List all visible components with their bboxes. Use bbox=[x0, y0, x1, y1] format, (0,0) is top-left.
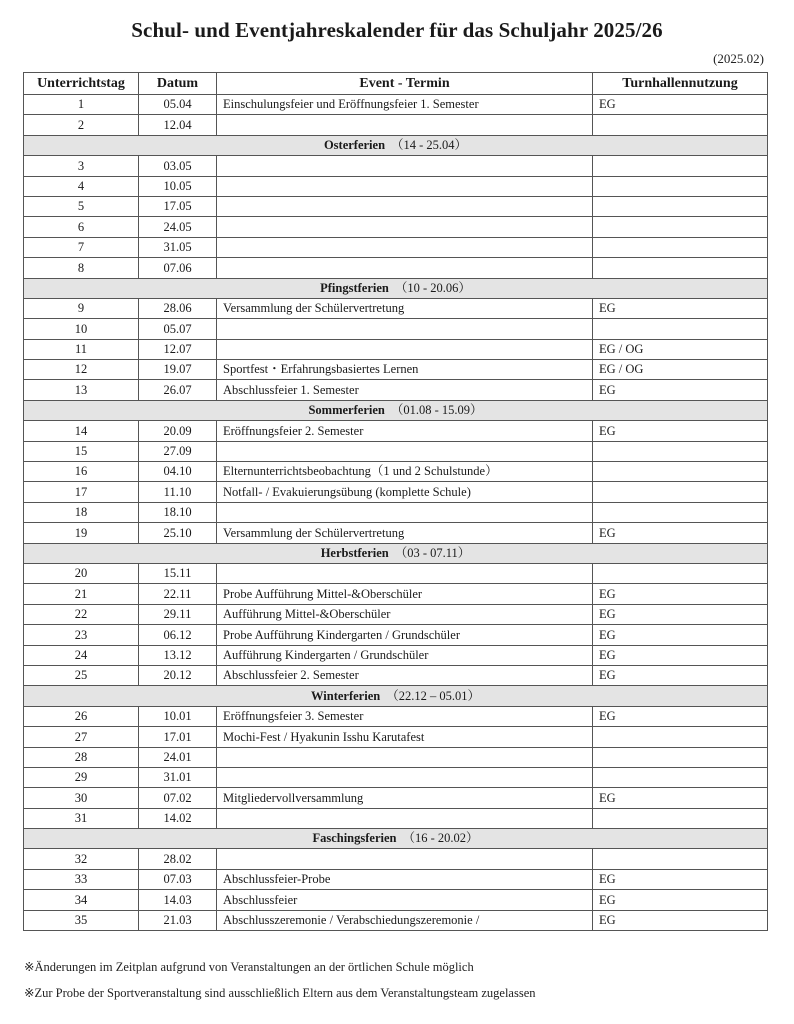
table-row bbox=[24, 604, 768, 624]
footnotes bbox=[24, 958, 536, 1010]
table-row bbox=[24, 380, 768, 400]
table-row bbox=[24, 523, 768, 543]
cell-unterrichtstag: 33 bbox=[24, 869, 139, 889]
table-row bbox=[24, 482, 768, 502]
cell-unterrichtstag: 25 bbox=[24, 665, 139, 685]
table-row bbox=[24, 156, 768, 176]
cell-event bbox=[217, 196, 593, 216]
cell-turnhalle bbox=[593, 502, 768, 522]
cell-datum: 28.06 bbox=[139, 298, 217, 318]
cell-unterrichtstag: 12 bbox=[24, 360, 139, 380]
holiday-range: （14 - 25.04） bbox=[391, 137, 468, 152]
cell-unterrichtstag: 17 bbox=[24, 482, 139, 502]
cell-event bbox=[217, 441, 593, 461]
header-unterrichtstag: Unterrichtstag bbox=[24, 73, 139, 95]
cell-turnhalle bbox=[593, 441, 768, 461]
holiday-row bbox=[24, 543, 768, 563]
cell-datum: 04.10 bbox=[139, 462, 217, 482]
cell-unterrichtstag: 31 bbox=[24, 808, 139, 828]
cell-unterrichtstag: 14 bbox=[24, 421, 139, 441]
cell-event: Abschlussfeier 1. Semester bbox=[217, 380, 593, 400]
cell-datum: 26.07 bbox=[139, 380, 217, 400]
cell-event: Eröffnungsfeier 2. Semester bbox=[217, 421, 593, 441]
cell-turnhalle bbox=[593, 258, 768, 278]
cell-turnhalle bbox=[593, 217, 768, 237]
table-row bbox=[24, 441, 768, 461]
cell-unterrichtstag: 23 bbox=[24, 625, 139, 645]
holiday-range: （10 - 20.06） bbox=[394, 280, 471, 295]
cell-turnhalle bbox=[593, 849, 768, 869]
cell-turnhalle: EG / OG bbox=[593, 360, 768, 380]
cell-turnhalle: EG bbox=[593, 910, 768, 930]
cell-turnhalle: EG bbox=[593, 298, 768, 318]
table-row bbox=[24, 645, 768, 665]
cell-datum: 31.01 bbox=[139, 767, 217, 787]
cell-turnhalle bbox=[593, 482, 768, 502]
cell-unterrichtstag: 9 bbox=[24, 298, 139, 318]
cell-datum: 15.11 bbox=[139, 563, 217, 583]
cell-event: Notfall- / Evakuierungsübung (komplette Schule) bbox=[217, 482, 593, 502]
cell-unterrichtstag: 11 bbox=[24, 339, 139, 359]
cell-datum: 12.07 bbox=[139, 339, 217, 359]
holiday-row bbox=[24, 278, 768, 298]
holiday-name: Sommerferien bbox=[308, 403, 385, 418]
cell-datum: 20.09 bbox=[139, 421, 217, 441]
cell-unterrichtstag: 5 bbox=[24, 196, 139, 216]
cell-turnhalle bbox=[593, 747, 768, 767]
cell-datum: 22.11 bbox=[139, 584, 217, 604]
cell-unterrichtstag: 27 bbox=[24, 727, 139, 747]
cell-event bbox=[217, 156, 593, 176]
cell-datum: 17.01 bbox=[139, 727, 217, 747]
cell-unterrichtstag: 35 bbox=[24, 910, 139, 930]
cell-datum: 25.10 bbox=[139, 523, 217, 543]
table-row bbox=[24, 421, 768, 441]
document-version: (2025.02) bbox=[713, 51, 764, 66]
cell-event bbox=[217, 767, 593, 787]
holiday-cell bbox=[24, 400, 768, 420]
cell-event: Abschlussfeier-Probe bbox=[217, 869, 593, 889]
holiday-name: Osterferien bbox=[323, 137, 386, 152]
cell-unterrichtstag: 32 bbox=[24, 849, 139, 869]
cell-datum: 07.02 bbox=[139, 788, 217, 808]
table-row bbox=[24, 767, 768, 787]
cell-turnhalle bbox=[593, 156, 768, 176]
cell-unterrichtstag: 30 bbox=[24, 788, 139, 808]
cell-unterrichtstag: 2 bbox=[24, 115, 139, 135]
table-row bbox=[24, 462, 768, 482]
table-row bbox=[24, 563, 768, 583]
cell-turnhalle bbox=[593, 196, 768, 216]
cell-event bbox=[217, 176, 593, 196]
cell-turnhalle: EG bbox=[593, 604, 768, 624]
holiday-name: Faschingsferien bbox=[312, 831, 397, 846]
cell-turnhalle: EG / OG bbox=[593, 339, 768, 359]
cell-event bbox=[217, 217, 593, 237]
table-row bbox=[24, 115, 768, 135]
table-row bbox=[24, 339, 768, 359]
cell-datum: 27.09 bbox=[139, 441, 217, 461]
cell-datum: 20.12 bbox=[139, 665, 217, 685]
holiday-range: （03 - 07.11） bbox=[394, 545, 471, 560]
cell-datum: 24.05 bbox=[139, 217, 217, 237]
holiday-name: Herbstferien bbox=[320, 545, 389, 560]
cell-datum: 05.07 bbox=[139, 319, 217, 339]
cell-turnhalle: EG bbox=[593, 95, 768, 115]
header-turnhallennutzung: Turnhallennutzung bbox=[593, 73, 768, 95]
table-row bbox=[24, 808, 768, 828]
cell-datum: 11.10 bbox=[139, 482, 217, 502]
table-row bbox=[24, 258, 768, 278]
cell-turnhalle bbox=[593, 237, 768, 257]
table-row bbox=[24, 910, 768, 930]
cell-event: Probe Aufführung Kindergarten / Grundschüler bbox=[217, 625, 593, 645]
cell-turnhalle bbox=[593, 767, 768, 787]
cell-datum: 10.05 bbox=[139, 176, 217, 196]
cell-turnhalle: EG bbox=[593, 665, 768, 685]
cell-event: Eröffnungsfeier 3. Semester bbox=[217, 706, 593, 726]
calendar-body bbox=[24, 95, 768, 931]
cell-unterrichtstag: 19 bbox=[24, 523, 139, 543]
table-row bbox=[24, 706, 768, 726]
cell-event: Abschlussfeier 2. Semester bbox=[217, 665, 593, 685]
table-row bbox=[24, 176, 768, 196]
cell-event: Mitgliedervollversammlung bbox=[217, 788, 593, 808]
cell-event bbox=[217, 319, 593, 339]
cell-turnhalle: EG bbox=[593, 625, 768, 645]
cell-event: Einschulungsfeier und Eröffnungsfeier 1. Semester bbox=[217, 95, 593, 115]
cell-unterrichtstag: 7 bbox=[24, 237, 139, 257]
table-row bbox=[24, 502, 768, 522]
cell-datum: 07.03 bbox=[139, 869, 217, 889]
table-row bbox=[24, 727, 768, 747]
cell-turnhalle: EG bbox=[593, 890, 768, 910]
holiday-row bbox=[24, 135, 768, 155]
cell-datum: 18.10 bbox=[139, 502, 217, 522]
table-row bbox=[24, 196, 768, 216]
document-title: Schul- und Eventjahreskalender für das Schuljahr 2025/26 bbox=[131, 18, 663, 42]
holiday-name: Pfingstferien bbox=[320, 280, 389, 295]
cell-datum: 05.04 bbox=[139, 95, 217, 115]
cell-unterrichtstag: 18 bbox=[24, 502, 139, 522]
cell-event bbox=[217, 563, 593, 583]
cell-datum: 13.12 bbox=[139, 645, 217, 665]
holiday-cell bbox=[24, 686, 768, 706]
table-row bbox=[24, 747, 768, 767]
cell-unterrichtstag: 3 bbox=[24, 156, 139, 176]
holiday-cell bbox=[24, 278, 768, 298]
cell-unterrichtstag: 29 bbox=[24, 767, 139, 787]
header-datum: Datum bbox=[139, 73, 217, 95]
table-row bbox=[24, 849, 768, 869]
cell-unterrichtstag: 28 bbox=[24, 747, 139, 767]
table-row bbox=[24, 625, 768, 645]
cell-event bbox=[217, 115, 593, 135]
cell-unterrichtstag: 8 bbox=[24, 258, 139, 278]
cell-turnhalle: EG bbox=[593, 421, 768, 441]
cell-turnhalle bbox=[593, 462, 768, 482]
cell-datum: 29.11 bbox=[139, 604, 217, 624]
cell-event: Elternunterrichtsbeobachtung（1 und 2 Schulstunde） bbox=[217, 462, 593, 482]
cell-event: Versammlung der Schülervertretung bbox=[217, 523, 593, 543]
cell-unterrichtstag: 22 bbox=[24, 604, 139, 624]
cell-datum: 17.05 bbox=[139, 196, 217, 216]
cell-datum: 14.03 bbox=[139, 890, 217, 910]
cell-unterrichtstag: 26 bbox=[24, 706, 139, 726]
holiday-cell bbox=[24, 829, 768, 849]
cell-event: Aufführung Mittel-&Oberschüler bbox=[217, 604, 593, 624]
cell-datum: 19.07 bbox=[139, 360, 217, 380]
cell-event bbox=[217, 339, 593, 359]
cell-datum: 31.05 bbox=[139, 237, 217, 257]
cell-turnhalle bbox=[593, 563, 768, 583]
table-row bbox=[24, 217, 768, 237]
footnote: ※Zur Probe der Sportveranstaltung sind ausschließlich Eltern aus dem Veranstaltungsteam zugelassen bbox=[24, 986, 536, 1000]
table-row bbox=[24, 95, 768, 115]
cell-unterrichtstag: 15 bbox=[24, 441, 139, 461]
cell-unterrichtstag: 6 bbox=[24, 217, 139, 237]
table-row bbox=[24, 584, 768, 604]
cell-turnhalle bbox=[593, 115, 768, 135]
cell-unterrichtstag: 4 bbox=[24, 176, 139, 196]
cell-event: Versammlung der Schülervertretung bbox=[217, 298, 593, 318]
header-event-termin: Event - Termin bbox=[217, 73, 593, 95]
cell-datum: 28.02 bbox=[139, 849, 217, 869]
cell-datum: 24.01 bbox=[139, 747, 217, 767]
cell-event bbox=[217, 849, 593, 869]
table-row bbox=[24, 360, 768, 380]
cell-unterrichtstag: 21 bbox=[24, 584, 139, 604]
calendar-table bbox=[23, 72, 768, 931]
cell-unterrichtstag: 34 bbox=[24, 890, 139, 910]
cell-event bbox=[217, 808, 593, 828]
cell-turnhalle bbox=[593, 176, 768, 196]
cell-event bbox=[217, 237, 593, 257]
cell-unterrichtstag: 16 bbox=[24, 462, 139, 482]
holiday-row bbox=[24, 400, 768, 420]
cell-event: Abschlusszeremonie / Verabschiedungszeremonie / bbox=[217, 910, 593, 930]
cell-event bbox=[217, 747, 593, 767]
cell-turnhalle: EG bbox=[593, 706, 768, 726]
holiday-range: （22.12 – 05.01） bbox=[386, 688, 480, 703]
cell-datum: 14.02 bbox=[139, 808, 217, 828]
cell-turnhalle: EG bbox=[593, 523, 768, 543]
holiday-name: Winterferien bbox=[311, 688, 381, 703]
cell-datum: 07.06 bbox=[139, 258, 217, 278]
cell-turnhalle: EG bbox=[593, 869, 768, 889]
cell-unterrichtstag: 10 bbox=[24, 319, 139, 339]
table-row bbox=[24, 788, 768, 808]
cell-turnhalle bbox=[593, 727, 768, 747]
holiday-range: （01.08 - 15.09） bbox=[390, 403, 483, 418]
cell-turnhalle: EG bbox=[593, 584, 768, 604]
cell-unterrichtstag: 20 bbox=[24, 563, 139, 583]
cell-event: Abschlussfeier bbox=[217, 890, 593, 910]
cell-turnhalle: EG bbox=[593, 380, 768, 400]
cell-event bbox=[217, 258, 593, 278]
cell-event: Sportfest・Erfahrungsbasiertes Lernen bbox=[217, 360, 593, 380]
cell-turnhalle bbox=[593, 808, 768, 828]
holiday-range: （16 - 20.02） bbox=[402, 831, 479, 846]
cell-datum: 21.03 bbox=[139, 910, 217, 930]
table-row bbox=[24, 665, 768, 685]
cell-event bbox=[217, 502, 593, 522]
table-row bbox=[24, 869, 768, 889]
cell-event: Aufführung Kindergarten / Grundschüler bbox=[217, 645, 593, 665]
footnote: ※Änderungen im Zeitplan aufgrund von Veranstaltungen an der örtlichen Schule möglich bbox=[24, 960, 474, 974]
cell-datum: 06.12 bbox=[139, 625, 217, 645]
holiday-row bbox=[24, 686, 768, 706]
cell-datum: 10.01 bbox=[139, 706, 217, 726]
cell-datum: 12.04 bbox=[139, 115, 217, 135]
cell-unterrichtstag: 13 bbox=[24, 380, 139, 400]
cell-turnhalle: EG bbox=[593, 645, 768, 665]
table-row bbox=[24, 890, 768, 910]
holiday-row bbox=[24, 829, 768, 849]
cell-unterrichtstag: 1 bbox=[24, 95, 139, 115]
cell-unterrichtstag: 24 bbox=[24, 645, 139, 665]
table-row bbox=[24, 298, 768, 318]
cell-turnhalle bbox=[593, 319, 768, 339]
holiday-cell bbox=[24, 135, 768, 155]
holiday-cell bbox=[24, 543, 768, 563]
table-row bbox=[24, 237, 768, 257]
cell-event: Mochi-Fest / Hyakunin Isshu Karutafest bbox=[217, 727, 593, 747]
cell-datum: 03.05 bbox=[139, 156, 217, 176]
cell-event: Probe Aufführung Mittel-&Oberschüler bbox=[217, 584, 593, 604]
cell-turnhalle: EG bbox=[593, 788, 768, 808]
table-row bbox=[24, 319, 768, 339]
table-header-row bbox=[24, 73, 768, 95]
